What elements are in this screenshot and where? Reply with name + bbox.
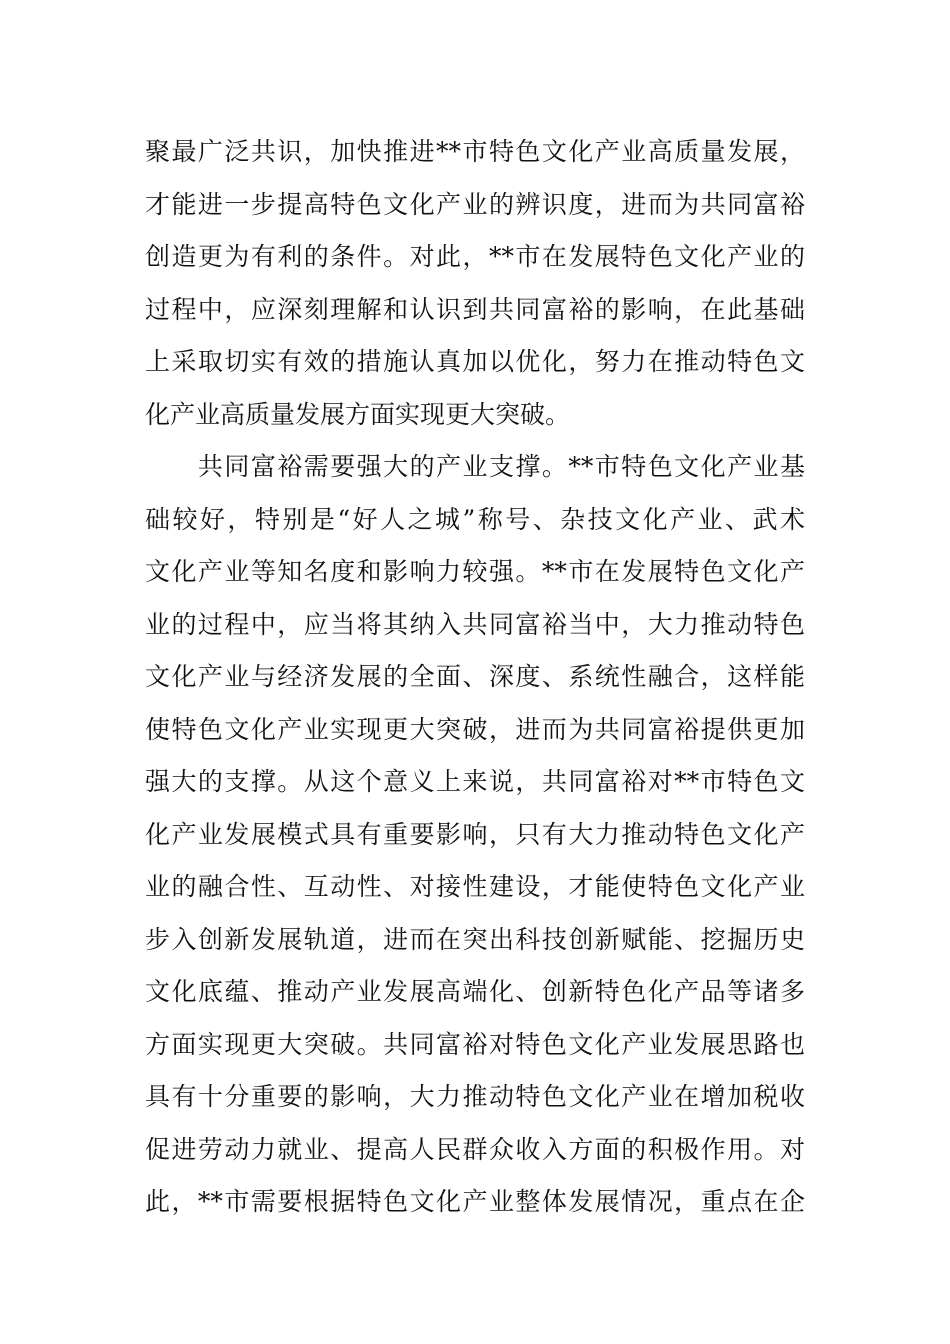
text-line: 文化底蕴、推动产业发展高端化、创新特色化产品等诸多: [145, 977, 805, 1006]
text-line: 促进劳动力就业、提高人民群众收入方面的积极作用。对: [145, 1134, 805, 1164]
text-line: 过程中，应深刻理解和认识到共同富裕的影响，在此基础: [145, 294, 805, 324]
text-line: 方面实现更大突破。共同富裕对特色文化产业发展思路也: [145, 1029, 805, 1059]
paragraph-2: [145, 441, 805, 1229]
text-line: 才能进一步提高特色文化产业的辨识度，进而为共同富裕: [145, 189, 805, 219]
text-line: 文化产业与经济发展的全面、深度、系统性融合，这样能: [145, 662, 805, 691]
text-line: 创造更为有利的条件。对此，**市在发展特色文化产业的: [145, 242, 805, 271]
text-line: 文化产业等知名度和影响力较强。**市在发展特色文化产: [145, 557, 805, 586]
text-line: 具有十分重要的影响，大力推动特色文化产业在增加税收: [145, 1082, 805, 1111]
text-line: 共同富裕需要强大的产业支撑。**市特色文化产业基: [145, 452, 805, 481]
text-line: 上采取切实有效的措施认真加以优化，努力在推动特色文: [145, 347, 805, 376]
text-line: 此，**市需要根据特色文化产业整体发展情况，重点在企: [145, 1187, 805, 1216]
text-line: 础较好，特别是“好人之城”称号、杂技文化产业、武术: [145, 504, 805, 534]
text-line: 化产业发展模式具有重要影响，只有大力推动特色文化产: [145, 819, 805, 849]
text-line: 业的过程中，应当将其纳入共同富裕当中，大力推动特色: [145, 609, 805, 639]
text-line: 强大的支撑。从这个意义上来说，共同富裕对**市特色文: [145, 767, 805, 796]
text-line: 业的融合性、互动性、对接性建设，才能使特色文化产业: [145, 872, 805, 901]
text-line: 聚最广泛共识，加快推进**市特色文化产业高质量发展，: [145, 137, 805, 166]
paragraph-1: [145, 126, 805, 441]
text-line: 步入创新发展轨道，进而在突出科技创新赋能、挖掘历史: [145, 924, 805, 954]
text-line: 使特色文化产业实现更大突破，进而为共同富裕提供更加: [145, 714, 805, 744]
text-line: 化产业高质量发展方面实现更大突破。: [145, 399, 571, 429]
